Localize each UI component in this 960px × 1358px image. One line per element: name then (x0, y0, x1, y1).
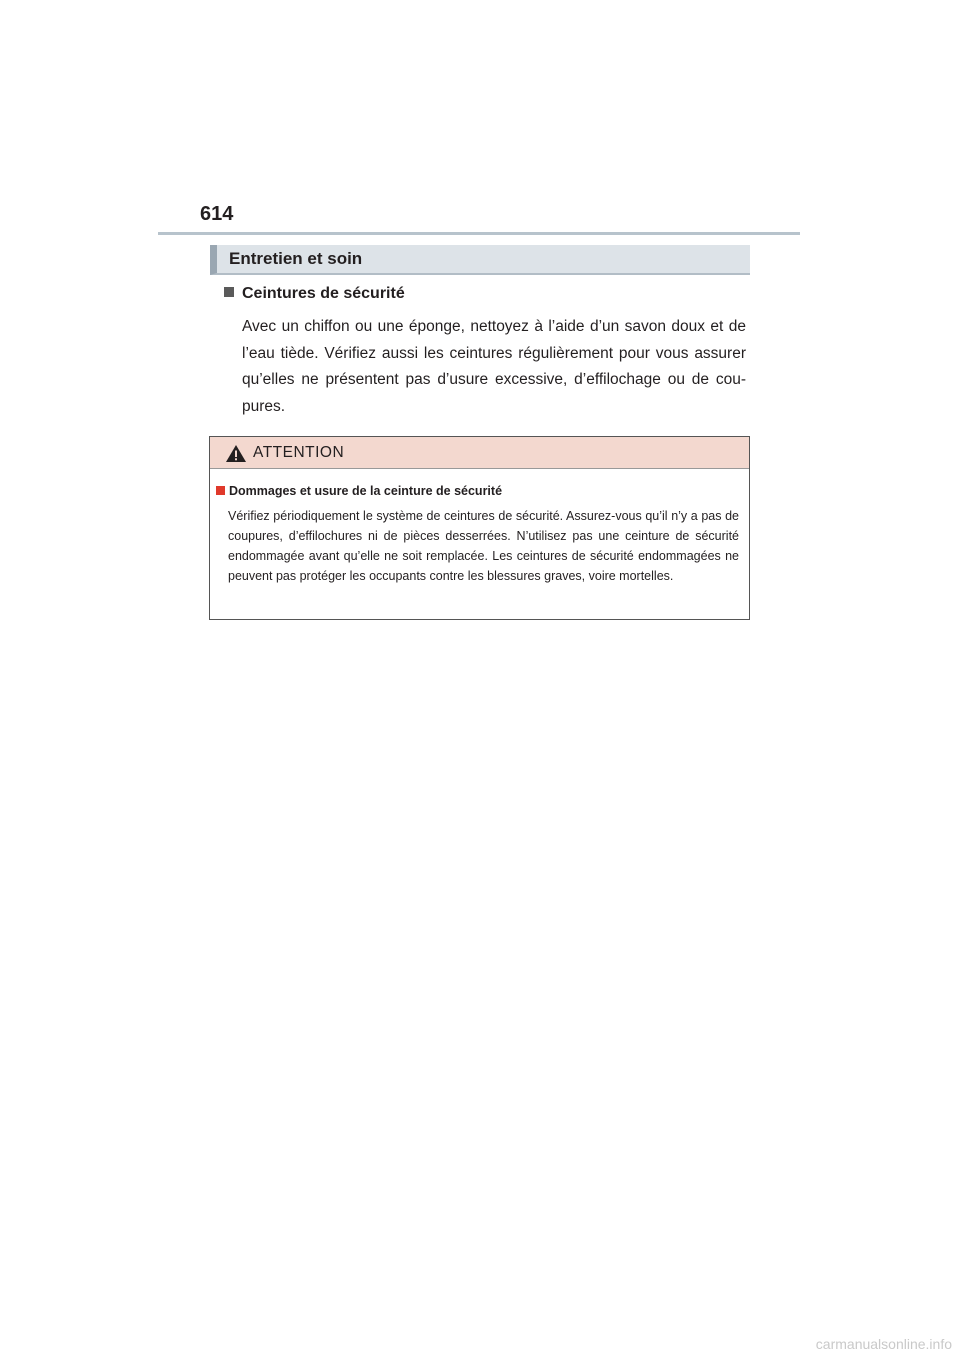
caution-header (210, 437, 749, 469)
square-bullet-icon (224, 287, 234, 297)
warning-triangle-icon (225, 444, 247, 463)
subheading-text: Ceintures de sécurité (242, 285, 405, 302)
caution-title: ATTENTION (253, 444, 345, 461)
watermark: carmanualsonline.info (815, 1336, 952, 1352)
page-number: 614 (200, 203, 234, 225)
red-square-bullet-icon (216, 486, 225, 495)
caution-subheading (216, 484, 502, 498)
caution-subheading-text: Dommages et usure de la ceinture de sécurité (229, 484, 503, 498)
subheading (224, 285, 405, 303)
section-header-bar (210, 245, 750, 275)
body-paragraph: Avec un chiffon ou une éponge, nettoyez à l’aide d’un savon doux et de l’eau tiède. Vérifiez aussi les ceintures régulièrement pour vous assurer qu’elles ne présentent pas d’usure excessive, d’effilochage ou de cou-pures. (242, 318, 746, 415)
caution-text: Vérifiez périodiquement le système de ceintures de sécurité. Assurez-vous qu’il n’y a pas de coupures, d’effilochures ni de pièces desserrées. N’utilisez pas une ceinture de sécurité endommagée avant qu’elle ne soit remplacée. Les ceintures de sécurité endommagées ne peuvent pas protéger les occupants contre les blessures graves, voire mortelles. (228, 509, 739, 583)
caution-box (209, 436, 750, 620)
header-rule (158, 232, 800, 235)
section-title: Entretien et soin (229, 249, 363, 268)
